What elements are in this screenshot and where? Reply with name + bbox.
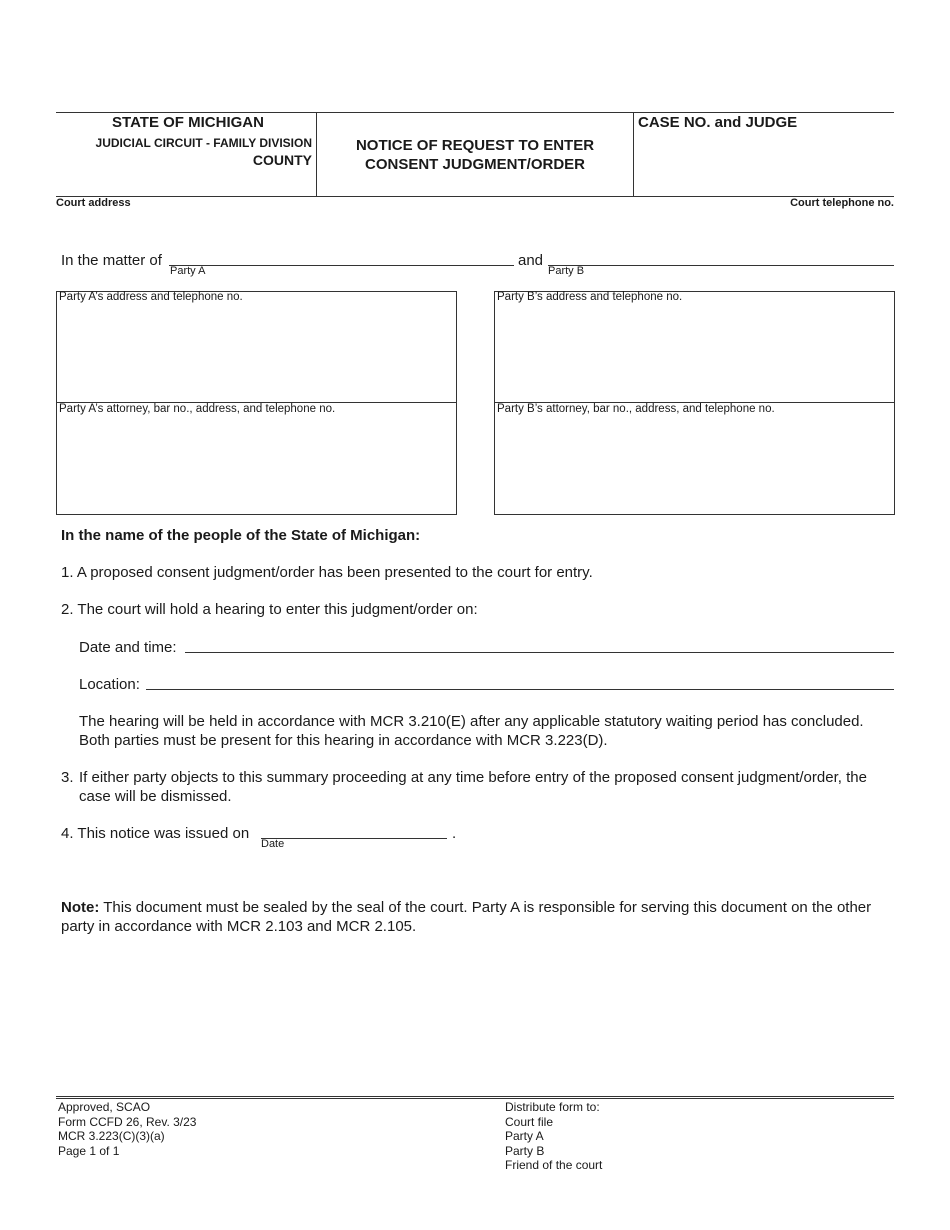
hearing-line-2: Both parties must be present for this hearing in accordance with MCR 3.223(D). bbox=[79, 732, 608, 749]
note-line-1: This document must be sealed by the seal of the court. Party A is responsible for serving this document on the other bbox=[103, 899, 872, 916]
party-b-address-field[interactable]: Party B’s address and telephone no. bbox=[497, 291, 683, 303]
item-4-text: 4. This notice was issued on bbox=[61, 825, 250, 842]
party-b-caption: Party B bbox=[548, 265, 585, 277]
issue-date-field[interactable] bbox=[261, 838, 447, 839]
date-time-label: Date and time: bbox=[79, 639, 177, 656]
footer-form-number: Form CCFD 26, Rev. 3/23 bbox=[58, 1114, 197, 1129]
distribute-friend-of-court: Friend of the court bbox=[505, 1158, 603, 1172]
item-2-text: 2. The court will hold a hearing to enter this judgment/order on: bbox=[61, 601, 478, 618]
footer-rule-top bbox=[56, 1096, 894, 1097]
item-3-line-2: case will be dismissed. bbox=[79, 788, 232, 805]
distribute-party-b: Party B bbox=[505, 1143, 545, 1158]
party-a-attorney-field[interactable]: Party A’s attorney, bar no., address, and telephone no. bbox=[59, 403, 336, 415]
location-label: Location: bbox=[79, 676, 140, 693]
header-divider-left bbox=[316, 112, 317, 196]
header-divider-right bbox=[633, 112, 634, 196]
state-label: STATE OF MICHIGAN bbox=[112, 114, 264, 131]
footer-rule-bottom bbox=[56, 1098, 894, 1099]
form-title-line1: NOTICE OF REQUEST TO ENTER bbox=[355, 137, 595, 154]
footer-left bbox=[58, 1100, 196, 1158]
and-label: and bbox=[518, 252, 544, 269]
item-3-line-1: If either party objects to this summary proceeding at any time before entry of the proposed consent judgment/order, the bbox=[79, 769, 867, 786]
item-4-period: . bbox=[452, 825, 457, 842]
note-paragraph bbox=[61, 898, 871, 936]
distribute-heading: Distribute form to: bbox=[505, 1100, 600, 1114]
hearing-paragraph bbox=[79, 712, 864, 750]
party-a-address-field[interactable]: Party A’s address and telephone no. bbox=[59, 291, 243, 303]
item-3-number: 3. bbox=[61, 769, 74, 786]
header-bottom-rule bbox=[56, 196, 894, 197]
distribute-party-a: Party A bbox=[505, 1129, 544, 1143]
party-a-caption: Party A bbox=[170, 265, 206, 277]
footer-mcr: MCR 3.223(C)(3)(a) bbox=[58, 1129, 165, 1143]
distribute-court-file: Court file bbox=[505, 1114, 554, 1129]
party-b-name-field[interactable] bbox=[548, 265, 894, 266]
item-3-text bbox=[79, 768, 867, 806]
item-1-text: 1. A proposed consent judgment/order has been presented to the court for entry. bbox=[61, 564, 593, 581]
hearing-line-1: The hearing will be held in accordance with MCR 3.210(E) after any applicable statutory waiting period has concluded. bbox=[79, 713, 864, 730]
judicial-circuit-label: JUDICIAL CIRCUIT - FAMILY DIVISION bbox=[95, 136, 312, 150]
location-field[interactable] bbox=[146, 689, 894, 690]
footer-page: Page 1 of 1 bbox=[58, 1143, 120, 1158]
form-title-line2: CONSENT JUDGMENT/ORDER bbox=[364, 156, 585, 173]
party-b-attorney-field[interactable]: Party B’s attorney, bar no., address, and telephone no. bbox=[497, 403, 775, 415]
note-line-2: party in accordance with MCR 2.103 and MCR 2.105. bbox=[61, 918, 417, 935]
header-top-rule bbox=[56, 112, 894, 113]
footer-approved: Approved, SCAO bbox=[58, 1100, 151, 1114]
date-time-field[interactable] bbox=[185, 652, 894, 653]
court-address-label: Court address bbox=[56, 197, 131, 209]
people-of-michigan-heading: In the name of the people of the State of Michigan: bbox=[61, 527, 421, 544]
county-label: COUNTY bbox=[252, 152, 312, 168]
in-the-matter-of-label: In the matter of bbox=[61, 252, 162, 269]
date-caption: Date bbox=[261, 838, 285, 850]
form-title bbox=[318, 136, 632, 174]
court-telephone-label: Court telephone no. bbox=[790, 197, 894, 209]
party-a-name-field[interactable] bbox=[169, 265, 514, 266]
note-label: Note: bbox=[61, 899, 100, 916]
case-number-field[interactable]: CASE NO. and JUDGE bbox=[638, 114, 798, 131]
footer-distribution bbox=[505, 1100, 602, 1173]
